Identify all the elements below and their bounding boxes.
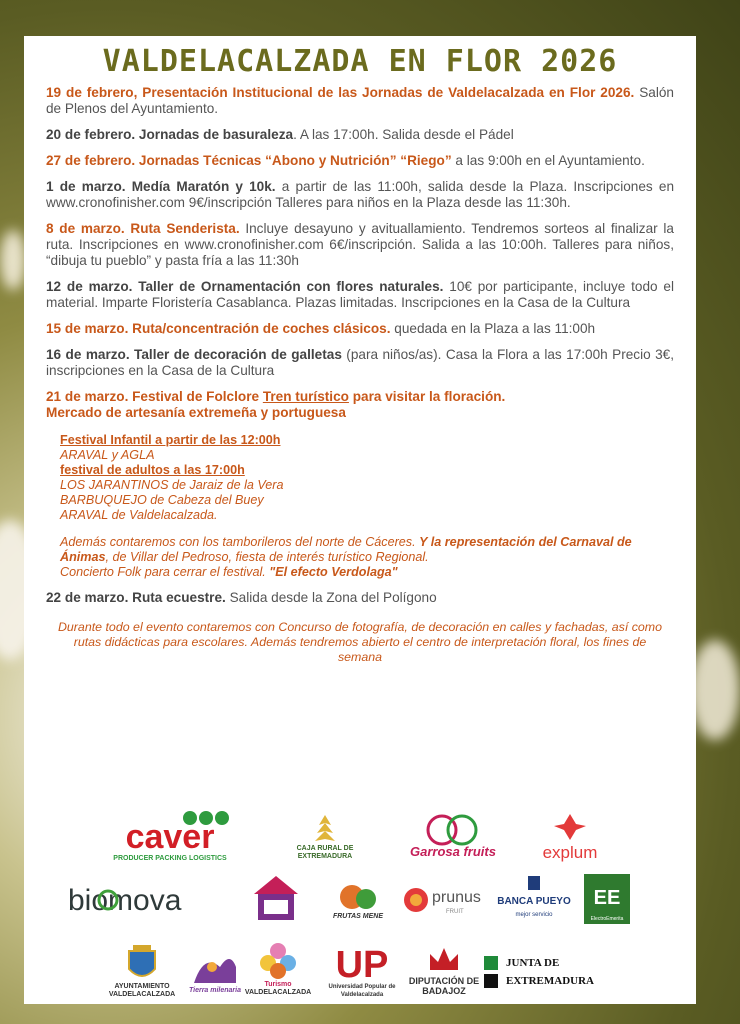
biomova-logo	[64, 880, 240, 920]
closing-note: Durante todo el evento contaremos con Concurso de fotografía, de decoración en calles y fachadas, así como rutas didácticas para escolares. Además tendremos abierto el centro de interpretación floral, los fines de semana	[57, 620, 663, 664]
background-blossom	[690, 640, 740, 740]
banca-icon	[497, 874, 571, 924]
coat-of-arms-icon	[125, 943, 159, 983]
svg-text:PRODUCER PACKING LOGISTICS: PRODUCER PACKING LOGISTICS	[113, 855, 227, 862]
electro-icon	[582, 872, 632, 926]
festival-adultos-heading: festival de adultos a las 17:00h	[60, 463, 245, 477]
event-entry: 8 de marzo. Ruta Senderista. Incluye desayuno y avituallamiento. Tendremos sorteos al finalizar la ruta. Inscripciones en www.cronofinisher.com 6€/inscripción. Salida a las 10:00h. Talleres para niños, “dibuja tu pueblo” y pasta fría a las 11:30h	[46, 221, 674, 268]
background-blossom	[0, 230, 26, 290]
event-entry: 1 de marzo. Medía Maratón y 10k. a partir de las 11:00h, salida desde la Plaza. Inscripciones en www.cronofinisher.com 9€/inscripción Talleres para niños en la Plaza desde las 11:30h.	[46, 179, 675, 210]
garrosa-icon	[400, 810, 506, 862]
banca-pueyo-logo	[497, 874, 571, 924]
svg-text:EE: EE	[593, 887, 621, 909]
event-entry: 12 de marzo. Taller de Ornamentación con flores naturales. 10€ por participante, incluye todo el material. Imparte Floristería Casablanca. Plazas limitadas. Inscripciones en la Casa de la Cultura	[46, 279, 674, 310]
caver-icon	[80, 810, 260, 862]
event-entry: 19 de febrero, Presentación Institucional de las Jornadas de Valdelacalzada en Flor 2026. Salón de Plenos del Ayuntamiento.	[46, 85, 674, 116]
electroemerita-logo	[582, 872, 632, 926]
poster-title: VALDELACALZADA EN FLOR 2026	[102, 44, 618, 79]
crown-icon	[424, 944, 464, 976]
green-square-icon	[484, 956, 498, 970]
biomova-icon	[64, 880, 240, 920]
svg-text:UP: UP	[335, 944, 389, 986]
tren-turistico-text: Tren turístico	[262, 389, 349, 404]
diputacion-logo: DIPUTACIÓN DE BADAJOZ	[408, 938, 480, 1002]
event-entry: 15 de marzo. Ruta/concentración de coches clásicos. quedada en la Plaza a las 11:00h	[46, 321, 596, 336]
svg-text:prunus: prunus	[432, 889, 481, 906]
festival-note: Además contaremos con los tamborileros del norte de Cáceres. Y la representación del Carnaval de Ánimas, de Villar del Pedroso, fiesta de interés turístico Regional. Concierto Folk para cerrar el festival. "El efecto Verdolaga"	[60, 535, 632, 579]
junta-extremadura-logo: JUNTA DE EXTREMADURA	[484, 950, 594, 994]
up-icon	[327, 941, 397, 986]
festival-lineup: Festival Infantil a partir de las 12:00h ARAVAL y AGLA festival de adultos a las 17:00h LOS JARANTINOS de Jaraiz de la Vera BARBUQUEJO de Cabeza del Buey ARAVAL de Valdelacalzada.	[60, 433, 674, 523]
svg-text:biomova: biomova	[68, 884, 182, 917]
event-entry: 16 de marzo. Taller de decoración de galletas (para niños/as). Casa la Flora a las 17:00h Precio 3€, inscripciones en la Casa de la Cultura	[46, 347, 674, 378]
house-icon	[250, 874, 302, 922]
caver-logo	[80, 810, 260, 862]
event-entry: 27 de febrero. Jornadas Técnicas “Abono y Nutrición” “Riego” a las 9:00h en el Ayuntamiento.	[46, 153, 645, 168]
svg-text:ElectroEmerita: ElectroEmerita	[590, 916, 624, 922]
explum-icon	[530, 810, 610, 864]
ayuntamiento-logo: AYUNTAMIENTO VALDELACALZADA	[110, 940, 174, 1002]
event-entry-22: 22 de marzo. Ruta ecuestre. Salida desde la Zona del Polígono	[46, 590, 437, 605]
wheat-icon	[305, 811, 345, 845]
poster-card	[24, 36, 696, 1004]
caja-rural-logo: CAJA RURAL DE EXTREMADURA	[290, 808, 360, 864]
event-entry-21: 21 de marzo. Festival de Folclore Tren turístico para visitar la floración. Mercado de artesanía extremeña y portuguesa	[46, 389, 506, 420]
svg-text:mejor servicio: mejor servicio	[515, 912, 553, 918]
event-entry: 20 de febrero. Jornadas de basuraleza. A las 17:00h. Salida desde el Pádel	[46, 127, 514, 142]
comarca-icon	[190, 947, 240, 987]
svg-text:explum: explum	[542, 843, 598, 862]
svg-text:BANCA PUEYO: BANCA PUEYO	[497, 896, 571, 907]
turismo-logo: Turismo VALDELACALZADA	[248, 936, 308, 1002]
black-square-icon	[484, 974, 498, 988]
festival-infantil-heading: Festival Infantil a partir de las 12:00h	[60, 433, 281, 447]
fruit-icon	[328, 877, 388, 913]
universidad-popular-logo: UP Universidad Popular de Valdelacalzada	[322, 940, 402, 1000]
explum-logo	[530, 810, 610, 864]
frutas-mene-logo: FRUTAS MENE	[328, 876, 388, 922]
house-logo	[250, 874, 302, 922]
flower-icon	[256, 941, 300, 981]
garrosa-fruits-logo	[400, 810, 506, 862]
comarca-logo: Tierra milenaria	[180, 942, 250, 1000]
svg-text:Garrosa fruits: Garrosa fruits	[410, 844, 496, 859]
event-list	[46, 85, 674, 379]
prunus-logo	[402, 882, 492, 918]
svg-text:FRUIT: FRUIT	[446, 909, 464, 915]
svg-text:caver: caver	[125, 818, 215, 856]
sponsor-logos	[24, 806, 696, 1004]
prunus-icon	[402, 882, 492, 918]
